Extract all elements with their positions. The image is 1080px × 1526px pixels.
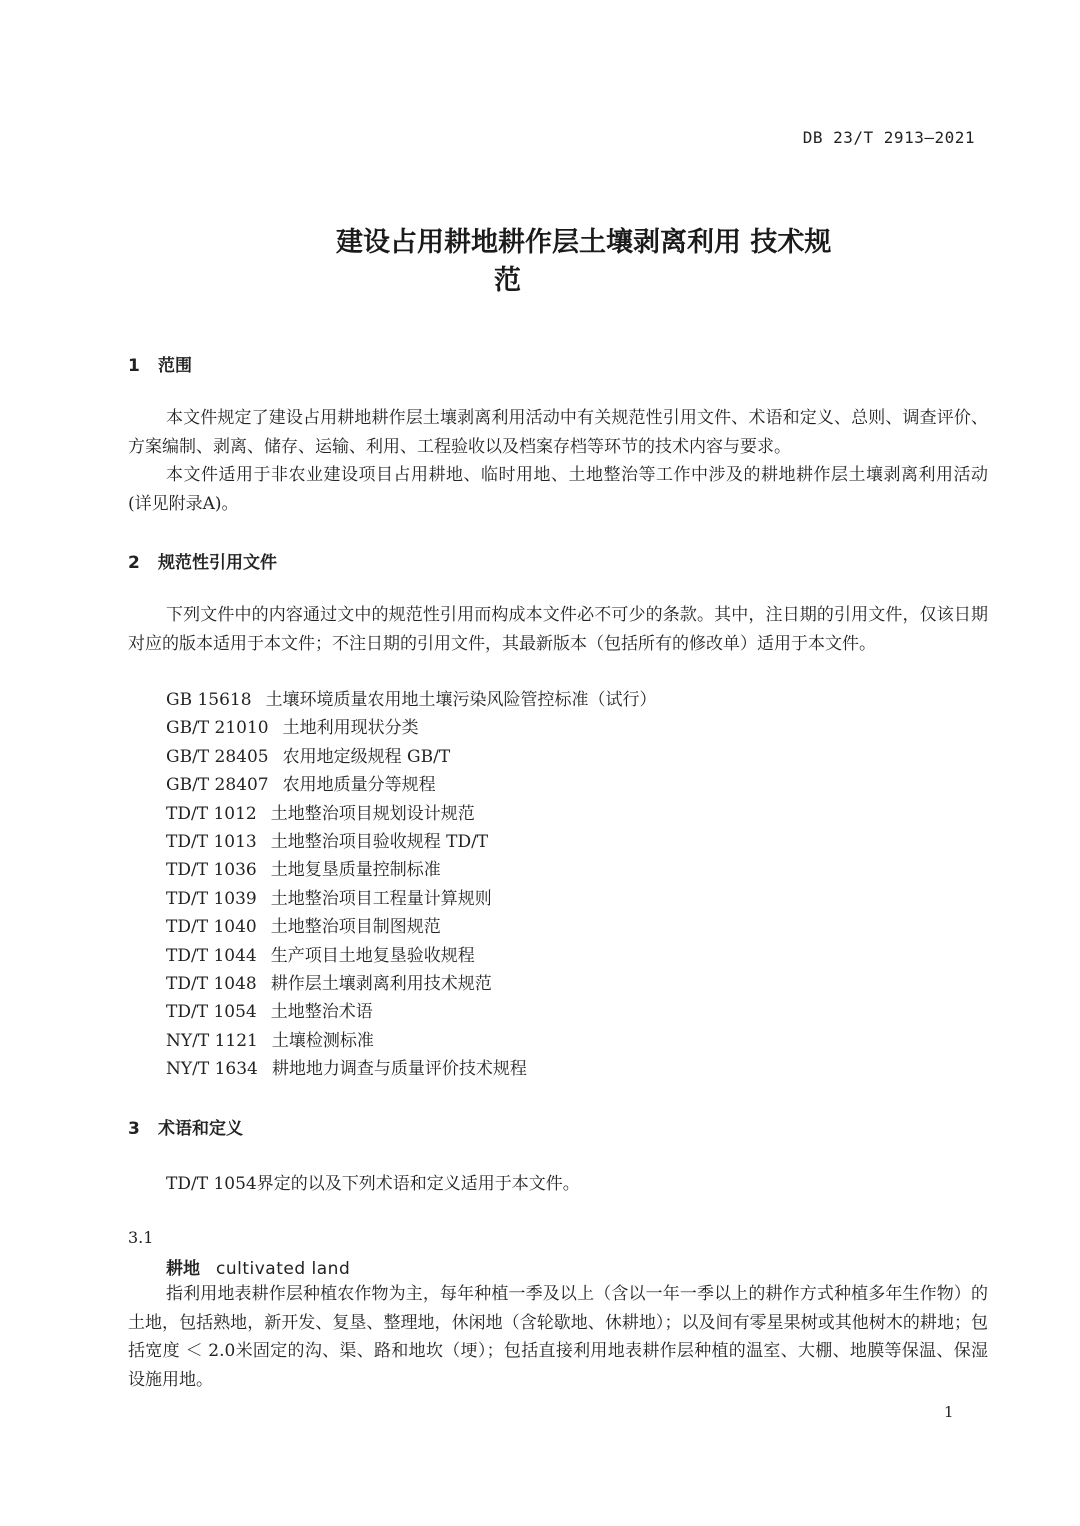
reference-item: [166, 1055, 657, 1083]
term-chinese: 耕地: [166, 1259, 200, 1279]
section-2-number: 2: [128, 553, 140, 573]
reference-code: TD/T 1054: [166, 1002, 257, 1023]
reference-name: 耕作层土壤剥离利用技术规范: [270, 973, 492, 994]
section-3-heading: [128, 1114, 243, 1139]
reference-code: GB 15618: [166, 690, 252, 710]
term-heading: [166, 1254, 350, 1279]
reference-code: GB/T 28407: [166, 775, 269, 796]
reference-name: 土地整治项目制图规范: [270, 917, 441, 938]
reference-item: [166, 800, 657, 828]
reference-item: [166, 743, 657, 771]
section-3-number: 3: [128, 1119, 140, 1139]
reference-code: TD/T 1048: [166, 973, 257, 994]
reference-code: TD/T 1036: [166, 860, 257, 881]
reference-item: [166, 714, 657, 742]
reference-code: TD/T 1012: [166, 803, 257, 824]
term-definition: 指利用地表耕作层种植农作物为主，每年种植一季及以上（含以一年一季以上的耕作方式种植多年生作物）的土地，包括熟地，新开发、复垦、整理地，休闲地（含轮歇地、休耕地）；以及间有零星果树或其他树木的耕地；包括宽度 ＜ 2.0米固定的沟、渠、路和地坎（埂）；包括直接利用地表耕作层种植的温室、大棚、地膜等保温、保湿设施用地。: [128, 1284, 988, 1390]
document-title-line1: 建设占用耕地耕作层土壤剥离利用 技术规: [336, 227, 832, 258]
section-1-paragraph-2: 本文件适用于非农业建设项目占用耕地、临时用地、土地整治等工作中涉及的耕地耕作层土壤剥离利用活动(详见附录A)。: [128, 465, 988, 514]
reference-code: GB/T 21010: [166, 718, 269, 739]
reference-name: 农用地质量分等规程: [282, 775, 436, 796]
reference-item: [166, 686, 657, 714]
section-2-paragraph-1: 下列文件中的内容通过文中的规范性引用而构成本文件必不可少的条款。其中，注日期的引用文件，仅该日期对应的版本适用于本文件；不注日期的引用文件，其最新版本（包括所有的修改单）适用于本文件。: [128, 605, 988, 654]
reference-code: NY/T 1634: [166, 1059, 258, 1080]
reference-code: TD/T 1044: [166, 945, 257, 966]
reference-name: 土壤环境质量农用地土壤污染风险管控标准（试行）: [265, 690, 657, 710]
section-2-title: 规范性引用文件: [158, 553, 277, 573]
term-number: 3.1: [128, 1228, 154, 1247]
reference-name: 土壤检测标准: [271, 1030, 374, 1051]
normative-reference-list: [166, 686, 657, 1083]
reference-item: [166, 942, 657, 970]
reference-item: [166, 771, 657, 799]
section-2-heading: [128, 548, 277, 573]
reference-name: 土地利用现状分类: [282, 718, 419, 739]
reference-name: 耕地地力调查与质量评价技术规程: [271, 1059, 527, 1080]
page-number: 1: [944, 1403, 954, 1421]
reference-name: 生产项目土地复垦验收规程: [270, 945, 475, 966]
reference-code: TD/T 1040: [166, 917, 257, 938]
reference-code: TD/T 1039: [166, 888, 257, 909]
reference-item: [166, 885, 657, 913]
section-3-title: 术语和定义: [158, 1119, 243, 1139]
reference-item: [166, 828, 657, 856]
section-1-paragraph-1: 本文件规定了建设占用耕地耕作层土壤剥离利用活动中有关规范性引用文件、术语和定义、总则、调查评价、方案编制、剥离、储存、运输、利用、工程验收以及档案存档等环节的技术内容与要求。: [128, 408, 988, 457]
reference-name: 土地整治项目工程量计算规则: [270, 888, 492, 909]
reference-item: [166, 998, 657, 1026]
section-1-number: 1: [128, 356, 140, 376]
section-1-title: 范围: [158, 356, 192, 376]
reference-item: [166, 913, 657, 941]
reference-code: NY/T 1121: [166, 1030, 258, 1051]
term-english: cultivated land: [216, 1259, 351, 1279]
reference-name: 土地整治项目规划设计规范: [270, 803, 475, 824]
reference-name: 土地复垦质量控制标准: [270, 860, 441, 881]
reference-item: [166, 970, 657, 998]
reference-name: 土地整治术语: [270, 1002, 373, 1023]
reference-name: 土地整治项目验收规程 TD/T: [270, 831, 489, 852]
reference-item: [166, 1027, 657, 1055]
reference-name: 农用地定级规程 GB/T: [282, 746, 451, 767]
document-code: DB 23/T 2913—2021: [802, 128, 975, 147]
document-title-line2: 范: [494, 265, 521, 296]
section-1-heading: [128, 351, 192, 376]
reference-code: TD/T 1013: [166, 831, 257, 852]
section-3-paragraph-1: TD/T 1054界定的以及下列术语和定义适用于本文件。: [166, 1174, 580, 1194]
reference-item: [166, 856, 657, 884]
reference-code: GB/T 28405: [166, 746, 269, 767]
